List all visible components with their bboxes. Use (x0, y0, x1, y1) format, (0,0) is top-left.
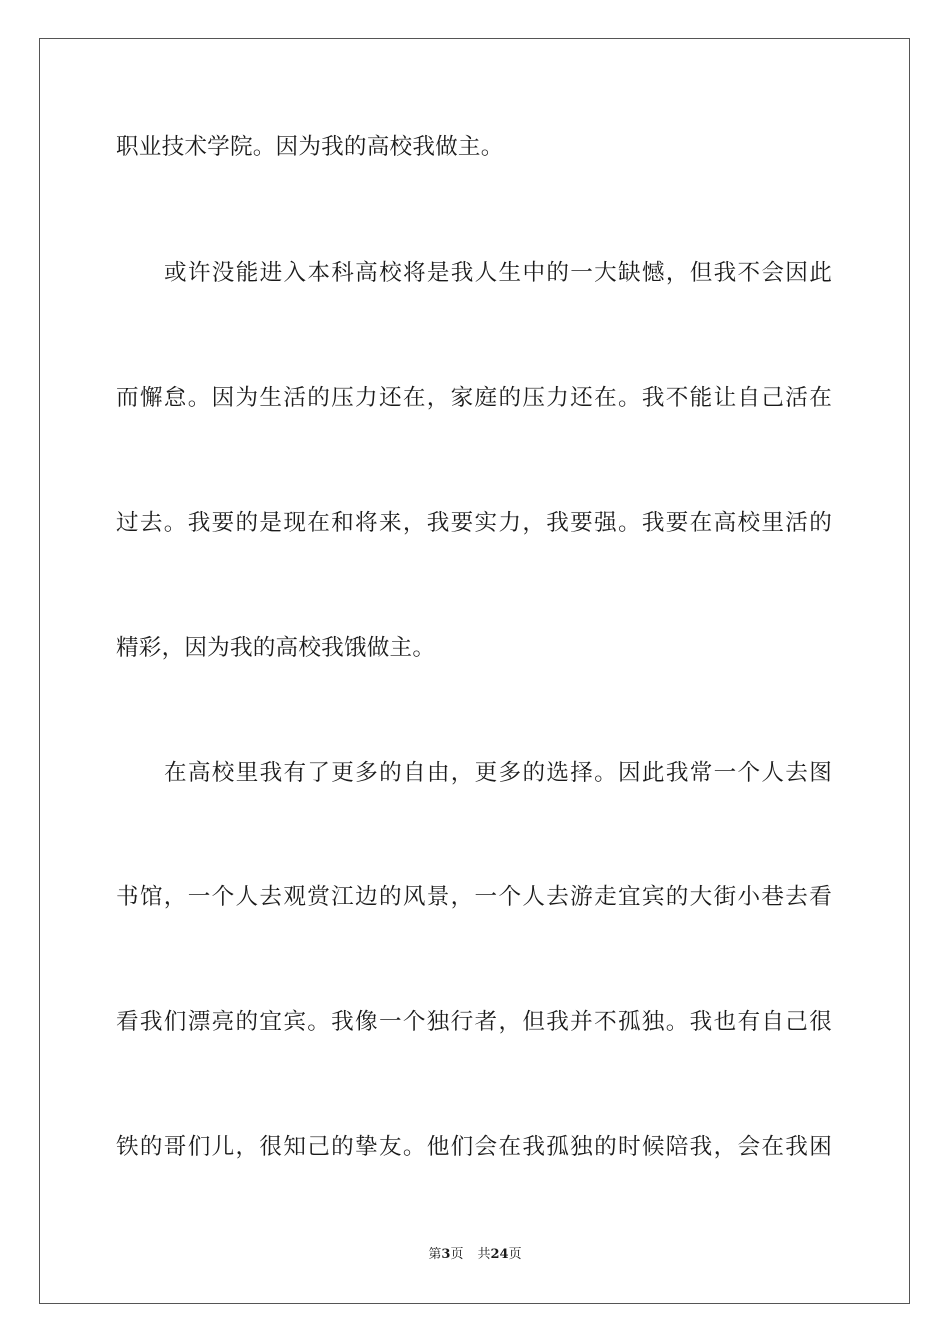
text-line-6: 在高校里我有了更多的自由，更多的选择。因此我常一个人去图 (164, 760, 832, 786)
text-line-2: 或许没能进入本科高校将是我人生中的一大缺憾，但我不会因此 (164, 260, 832, 286)
footer-total-suffix: 页 (508, 1247, 522, 1262)
footer-total-prefix: 共 (477, 1247, 491, 1262)
footer-page-total: 24 (490, 1247, 509, 1262)
text-line-4: 过去。我要的是现在和将来，我要实力，我要强。我要在高校里活的 (116, 510, 832, 536)
text-line-3: 而懈怠。因为生活的压力还在，家庭的压力还在。我不能让自己活在 (116, 385, 832, 411)
text-line-1: 职业技术学院。因为我的高校我做主。 (116, 134, 504, 160)
page-frame (39, 38, 910, 1304)
page-footer (0, 1246, 950, 1264)
text-line-7: 书馆，一个人去观赏江边的风景，一个人去游走宜宾的大街小巷去看 (116, 884, 832, 910)
footer-page-suffix: 页 (450, 1247, 464, 1262)
footer-page-current: 3 (441, 1247, 451, 1262)
text-line-9: 铁的哥们儿，很知己的挚友。他们会在我孤独的时候陪我，会在我困 (116, 1134, 832, 1160)
footer-page-prefix: 第 (428, 1247, 442, 1262)
text-line-8: 看我们漂亮的宜宾。我像一个独行者，但我并不孤独。我也有自己很 (116, 1009, 832, 1035)
text-line-5: 精彩，因为我的高校我饿做主。 (116, 635, 436, 661)
